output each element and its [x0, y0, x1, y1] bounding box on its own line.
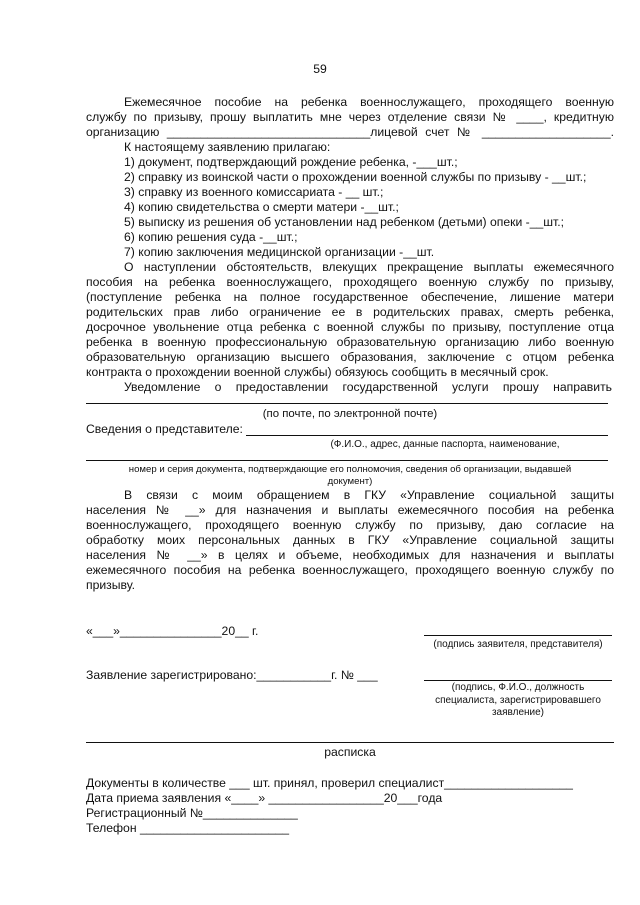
field-caption: номер и серия документа, подтверждающие его полномочия, сведения об организации, выдавшей — [128, 464, 572, 475]
receipt-line: Телефон ______________________ — [86, 821, 290, 835]
field-caption: (Ф.И.О., адрес, данные паспорта, наименование, — [330, 439, 560, 450]
text-line: населения № __» в целях и объеме, необходимых для назначения и выплаты — [86, 548, 614, 562]
text-line: Ежемесячное пособие на ребенка военнослужащего, проходящего военную — [124, 95, 614, 109]
blank-line — [246, 435, 608, 436]
representative-label: Сведения о представителе: — [86, 422, 243, 436]
text-line: образовательную организацию высшего образования, заключение с отцом ребенка — [86, 350, 614, 364]
text-line: призыву. — [86, 578, 135, 592]
page-number: 59 — [313, 62, 327, 76]
text-line: организацию ______________________________лицевой счет № ___________________. — [86, 125, 614, 139]
text-line: (поступление ребенка на полное государственное обеспечение, лишение матери — [86, 290, 614, 304]
attachment-item: 7) копию заключения медицинской организации -__шт. — [124, 245, 435, 259]
attachment-item: 6) копию решения суда -__шт.; — [124, 230, 298, 244]
text-line: О наступлении обстоятельств, влекущих прекращение выплаты ежемесячного — [124, 260, 614, 274]
attachment-item: 5) выписку из решения об установлении над ребенком (детьми) опеки -__шт.; — [124, 215, 565, 229]
separator-line — [86, 742, 614, 743]
receipt-title: расписка — [324, 745, 376, 759]
attachment-item: 2) справку из воинской части о прохождении военной службы по призыву - __шт.; — [124, 170, 587, 184]
attachment-item: 3) справку из военного комиссариата - __ шт.; — [124, 185, 384, 199]
text-line: пособия на ребенка военнослужащего, проходящего военную службу по призыву, — [86, 275, 614, 289]
receipt-line: Регистрационный №______________ — [86, 806, 298, 820]
signature-caption: (подпись, Ф.И.О., должность — [451, 682, 585, 693]
text-line: Уведомление о предоставлении государственной услуги прошу направить — [124, 380, 612, 394]
text-line: К настоящему заявлению прилагаю: — [124, 140, 331, 154]
text-line: В связи с моим обращением в ГКУ «Управление социальной защиты — [124, 488, 614, 502]
field-caption: документ) — [327, 476, 373, 487]
blank-line — [86, 403, 608, 404]
signature-line — [424, 635, 612, 636]
text-line: родительских прав либо ограничение ее в родительских правах, смерть ребенка, — [86, 305, 614, 319]
signature-line — [424, 680, 612, 681]
text-line: контракта о прохождении военной службы) обязуюсь сообщить в месячный срок. — [86, 365, 549, 379]
field-caption: (по почте, по электронной почте) — [262, 408, 438, 420]
text-line: ежемесячного пособия на ребенка военнослужащего, проходящего военную службу по — [86, 563, 614, 577]
text-line: военнослужащего, проходящего военную службу по призыву, даю согласие на — [86, 518, 614, 532]
signature-caption: заявление) — [491, 707, 545, 718]
registration-field: Заявление зарегистрировано:___________г. № ___ — [86, 668, 378, 682]
attachment-item: 1) документ, подтверждающий рождение ребенка, -___шт.; — [124, 155, 458, 169]
date-field: «___»_______________20__ г. — [86, 624, 259, 638]
blank-line — [86, 460, 608, 461]
signature-caption: (подпись заявителя, представителя) — [433, 639, 603, 650]
text-line: службу по призыву, прошу выплатить мне через отделение связи № ____, кредитную — [86, 110, 614, 124]
text-line: населения № __» для назначения и выплаты ежемесячного пособия на ребенка — [86, 503, 614, 517]
receipt-line: Дата приема заявления «____» _________________20___года — [86, 791, 443, 805]
receipt-line: Документы в количестве ___ шт. принял, проверил специалист___________________ — [86, 776, 573, 790]
attachment-item: 4) копию свидетельства о смерти матери -__шт.; — [124, 200, 399, 214]
text-line: досрочное увольнение отца ребенка с военной службы по призыву, поступление отца — [86, 320, 614, 334]
signature-caption: специалиста, зарегистрировавшего — [435, 694, 601, 706]
text-line: обработку моих персональных данных в ГКУ «Управление социальной защиты — [86, 533, 614, 547]
text-line: ребенка в военную профессиональную образовательную организацию либо военную — [86, 335, 614, 349]
